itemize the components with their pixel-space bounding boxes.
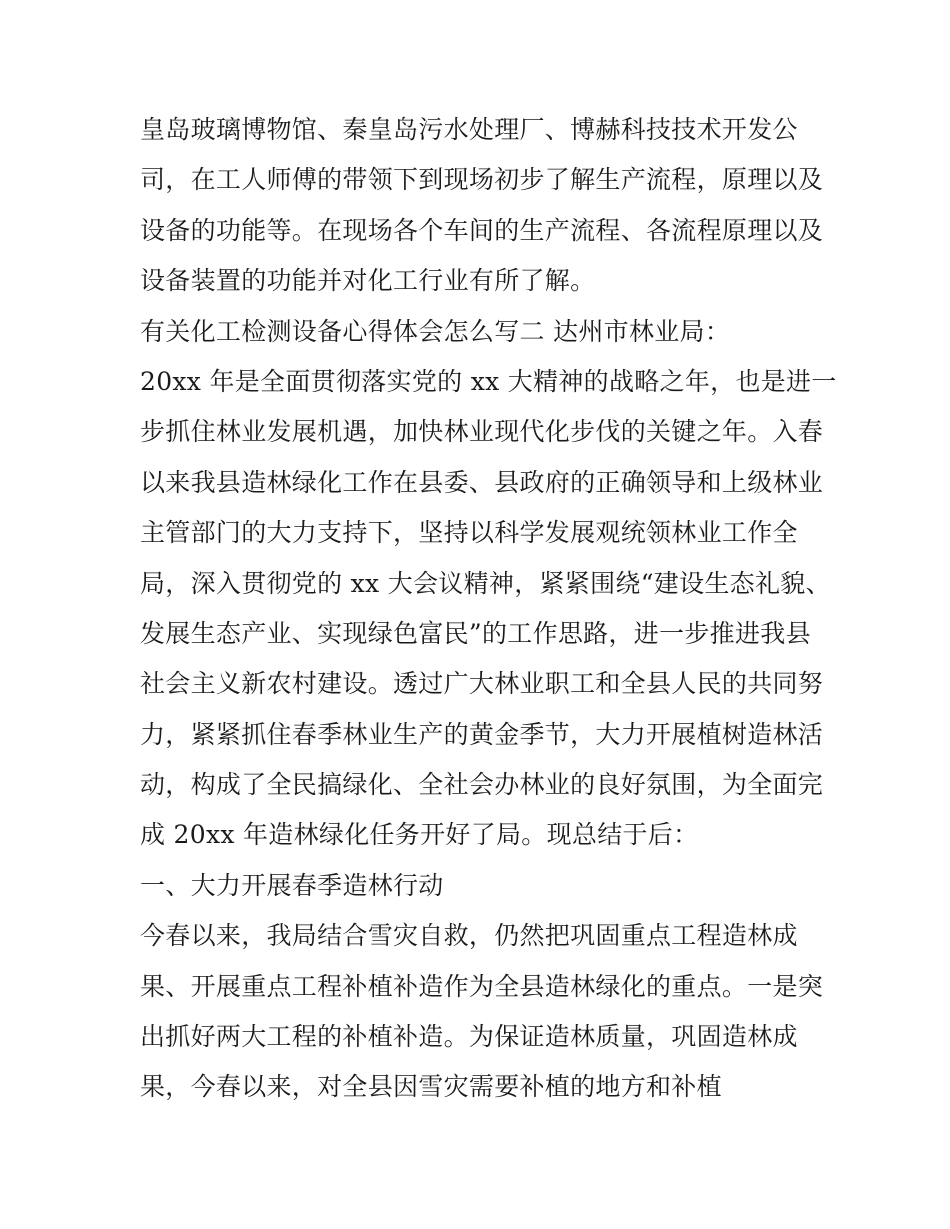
text-line: 设备的功能等。在现场各个车间的生产流程、各流程原理以及: [140, 215, 824, 245]
text-line: 果，今春以来，对全县因雪灾需要补植的地方和补植: [140, 1072, 722, 1102]
text-line: 社会主义新农村建设。透过广大林业职工和全县人民的共同努: [140, 669, 824, 699]
text-line: 出抓好两大工程的补植补造。为保证造林质量，巩固造林成: [140, 1022, 798, 1052]
text-line: 司，在工人师傅的带领下到现场初步了解生产流程，原理以及: [140, 165, 824, 195]
text-line: 发展生态产业、实现绿色富民”的工作思路，进一步推进我县: [140, 618, 811, 648]
body-text: [140, 105, 837, 1113]
text-line: 动，构成了全民搞绿化、全社会办林业的良好氛围，为全面完: [140, 770, 824, 800]
section-heading: 有关化工检测设备心得体会怎么写二 达州市林业局：: [140, 316, 731, 346]
text-line: 果、开展重点工程补植补造作为全县造林绿化的重点。一是突: [140, 971, 824, 1001]
section-heading: 一、大力开展春季造林行动: [140, 870, 444, 900]
text-line: 局，深入贯彻党的 xx 大会议精神，紧紧围绕“建设生态礼貌、: [140, 568, 831, 598]
text-line: 主管部门的大力支持下，坚持以科学发展观统领林业工作全: [140, 518, 798, 548]
text-line: 力，紧紧抓住春季林业生产的黄金季节，大力开展植树造林活: [140, 719, 824, 749]
text-line: 以来我县造林绿化工作在县委、县政府的正确领导和上级林业: [140, 467, 824, 497]
text-line: 设备装置的功能并对化工行业有所了解。: [140, 266, 596, 296]
text-line: 成 20xx 年造林绿化任务开好了局。现总结于后：: [140, 820, 699, 850]
text-line: 今春以来，我局结合雪灾自救，仍然把巩固重点工程造林成: [140, 921, 798, 951]
text-line: 皇岛玻璃博物馆、秦皇岛污水处理厂、博赫科技技术开发公: [140, 115, 798, 144]
text-line: 步抓住林业发展机遇，加快林业现代化步伐的关键之年。入春: [140, 417, 824, 447]
text-line: 20xx 年是全面贯彻落实党的 xx 大精神的战略之年，也是进一: [140, 366, 837, 396]
